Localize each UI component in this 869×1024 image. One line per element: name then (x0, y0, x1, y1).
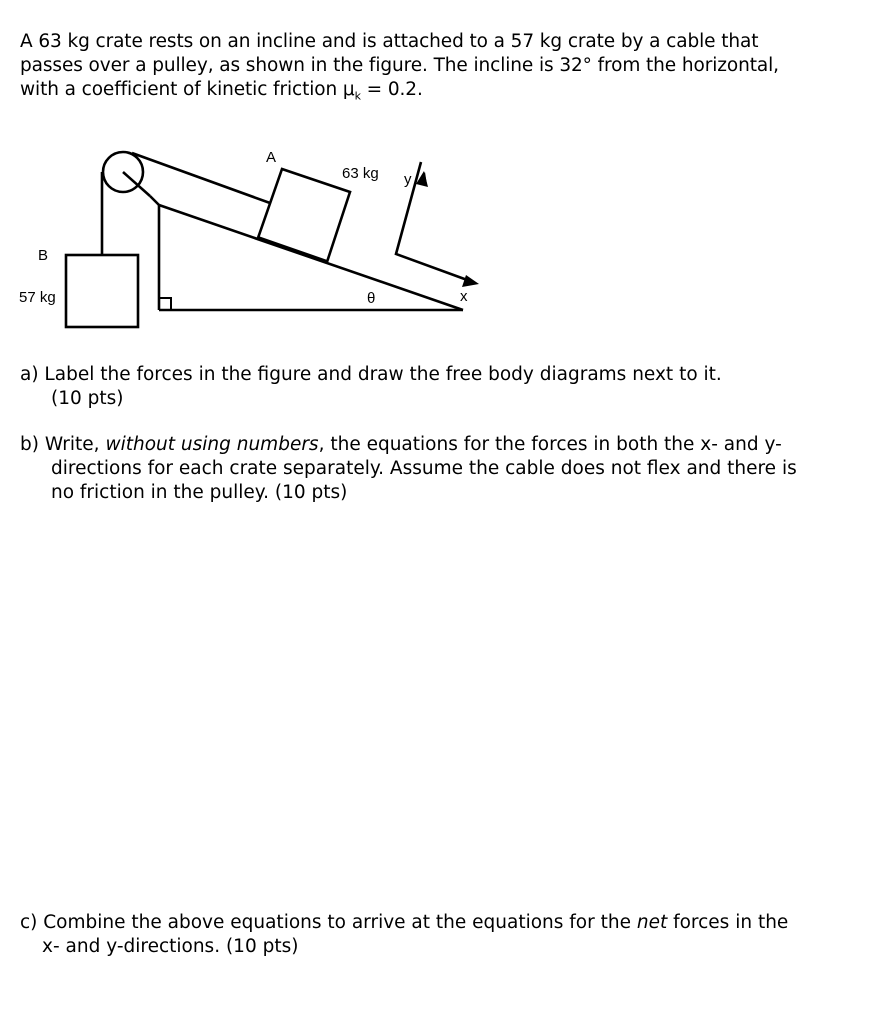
x-axis-arrowhead (462, 275, 479, 287)
crate-b-mass: 57 kg (19, 289, 56, 306)
incline-pulley-figure (0, 130, 500, 340)
question-b (20, 433, 860, 505)
problem-statement (20, 30, 860, 109)
angle-theta-label: θ (367, 290, 376, 307)
intro-line-3-end: = 0.2. (360, 79, 423, 100)
x-axis-label: x (460, 288, 468, 305)
question-a-line-1: a) Label the forces in the figure and draw the free body diagrams next to it. (20, 364, 722, 385)
crate-b-label: B (38, 247, 49, 264)
question-b-prefix: b) Write, (20, 434, 106, 455)
question-c-line-2: x- and y-directions. (10 pts) (42, 936, 299, 957)
question-b-line-2: directions for each crate separately. Assume the cable does not flex and there is (51, 458, 797, 479)
question-c-prefix: c) Combine the above equations to arrive at the equations for the (20, 912, 637, 933)
question-a-points: (10 pts) (51, 388, 124, 409)
intro-line-3: with a coefficient of kinetic friction μ (20, 79, 355, 100)
crate-a-label: A (266, 149, 277, 166)
question-c-emphasis: net (636, 912, 668, 933)
intro-line-2: passes over a pulley, as shown in the figure. The incline is 32° from the horizontal, (20, 55, 779, 76)
question-b-emphasis: without using numbers (105, 434, 319, 455)
crate-b (66, 255, 138, 327)
question-c-line-1-rest: forces in the (667, 912, 789, 933)
crate-a (258, 169, 350, 262)
question-a (20, 363, 860, 411)
crate-a-mass: 63 kg (342, 165, 379, 182)
question-b-line-3: no friction in the pulley. (10 pts) (51, 482, 348, 503)
question-b-line-1-rest: , the equations for the forces in both the x- and y- (318, 434, 782, 455)
intro-line-1: A 63 kg crate rests on an incline and is attached to a 57 kg crate by a cable that (20, 31, 759, 52)
question-c (20, 911, 860, 959)
y-axis-label: y (404, 171, 412, 188)
mu-subscript: k (354, 89, 361, 103)
